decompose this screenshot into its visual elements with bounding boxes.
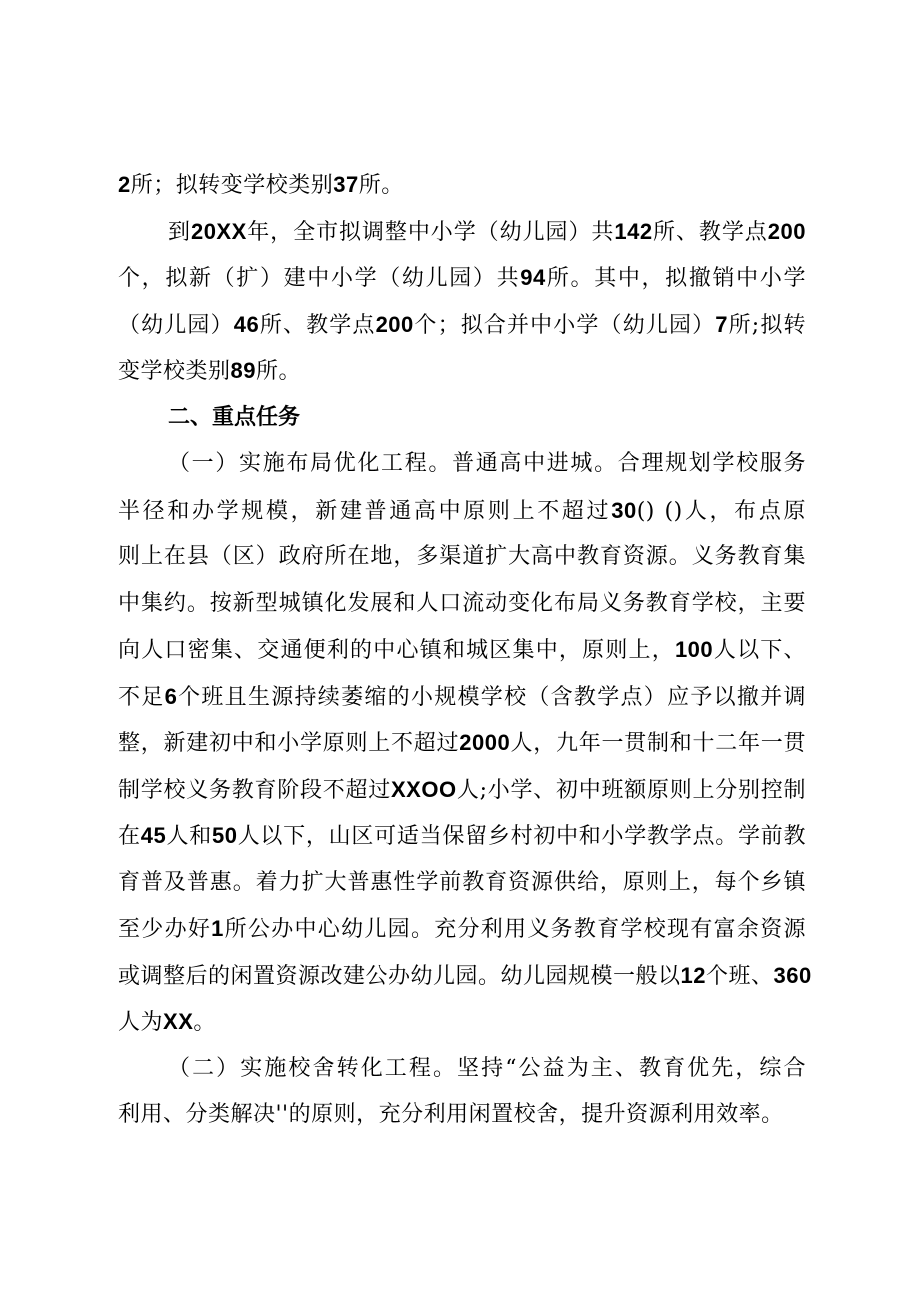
- numeral: 94: [520, 265, 546, 290]
- numeral: 89: [230, 358, 256, 383]
- section-heading: 二、重点任务: [168, 404, 301, 430]
- text-line: （幼儿园）46所、教学点200个；拟合并中小学（幼儿园）7所;拟转: [118, 311, 806, 338]
- text-line: 人为XX。: [118, 1009, 216, 1035]
- numeral: 100: [674, 637, 714, 662]
- text-line: 到20XX年，全市拟调整中小学（幼儿园）共142所、教学点200: [168, 218, 806, 245]
- intro-paragraph: [118, 209, 806, 395]
- numeral: 142: [614, 218, 653, 244]
- numeral: 50: [211, 823, 238, 848]
- numeral: 20XX: [190, 218, 247, 244]
- text-line: 整，新建初中和小学原则上不超过2000人，九年一贯制和十二年一贯: [118, 730, 806, 756]
- numeral: 1: [211, 916, 224, 941]
- numeral: 2: [118, 172, 131, 197]
- numeral: XXOO: [391, 776, 457, 802]
- numeral: 37: [333, 172, 359, 197]
- text-line: 变学校类别89所。: [118, 358, 302, 384]
- numeral: 45: [140, 823, 167, 848]
- numeral: 200: [375, 311, 414, 337]
- numeral: 2000: [459, 730, 511, 755]
- text-line: 向人口密集、交通便利的中心镇和城区集中，原则上，100人以下、: [118, 637, 806, 663]
- task-1-paragraph: [118, 441, 812, 1046]
- text-line: 至少办好1所公办中心幼儿园。充分利用义务教育学校现有富余资源: [118, 916, 806, 942]
- numeral: 46: [233, 311, 260, 337]
- numeral: XX: [163, 1009, 194, 1034]
- text-line: 不足6个班且生源持续萎缩的小规模学校（含教学点）应予以撤并调: [118, 683, 806, 710]
- numeral: 7: [715, 311, 729, 337]
- document-body: [118, 162, 812, 1139]
- numeral: 6: [164, 683, 178, 709]
- text-line: 半径和办学规模，新建普通高中原则上不超过30() ()人，布点原: [118, 497, 806, 524]
- task-2-paragraph: [118, 1046, 806, 1139]
- continuation-line: 2所；拟转变学校类别37所。: [118, 172, 404, 198]
- text-line: 个，拟新（扩）建中小学（幼儿园）共94所。其中，拟撤销中小学: [118, 265, 806, 291]
- numeral: 30: [611, 497, 637, 523]
- text-line: 或调整后的闲置资源改建公办幼儿园。幼儿园规模一般以12个班、360: [118, 962, 812, 989]
- text-line: 在45人和50人以下，山区可适当保留乡村初中和小学教学点。学前教: [118, 823, 806, 849]
- text-line: 则上在县（区）政府所在地，多渠道扩大高中教育资源。义务教育集: [118, 544, 806, 569]
- numeral: 360: [773, 962, 812, 988]
- text-line: 育普及普惠。着力扩大普惠性学前教育资源供给，原则上，每个乡镇: [118, 869, 806, 895]
- text-line: （二）实施校舍转化工程。坚持“公益为主、教育优先，综合: [168, 1055, 806, 1081]
- numeral: 200: [767, 218, 806, 244]
- text-line: 中集约。按新型城镇化发展和人口流动变化布局义务教育学校，主要: [118, 590, 806, 616]
- text-line: （一）实施布局优化工程。普通高中进城。合理规划学校服务: [168, 451, 806, 476]
- text-line: 利用、分类解决''的原则，充分利用闲置校舍，提升资源利用效率。: [118, 1102, 784, 1127]
- numeral: 12: [680, 962, 706, 988]
- text-line: 制学校义务教育阶段不超过XXOO人;小学、初中班额原则上分别控制: [118, 776, 806, 803]
